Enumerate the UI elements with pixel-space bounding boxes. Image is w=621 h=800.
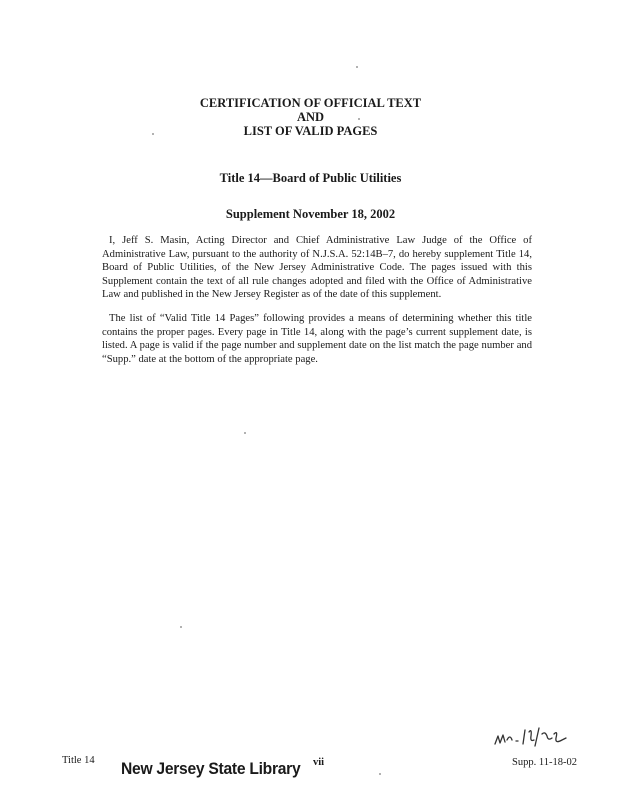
scan-speck — [180, 626, 182, 628]
handwritten-signature — [492, 722, 582, 761]
page-number: vii — [313, 757, 325, 768]
certification-paragraph: I, Jeff S. Masin, Acting Director and Chief Administrative Law Judge of the Office of Administrative Law, pursuant to the authority of N.J.S.A. 52:14B–7, do hereby supplement Title 14, Board of Public Utilities, of the New Jersey Administrative Code. The pages issued with this Supplement contain the text of all rule changes adopted and filed with the Office of Administrative Law and published in the New Jersey Register as of the date of this supplement. — [102, 235, 532, 301]
scan-speck — [379, 773, 381, 775]
scan-speck — [244, 432, 246, 434]
heading-and: AND — [296, 110, 325, 124]
scan-speck — [152, 133, 154, 135]
footer-title: Title 14 — [62, 755, 95, 766]
valid-pages-heading: LIST OF VALID PAGES — [243, 124, 378, 138]
library-stamp: New Jersey State Library — [121, 759, 301, 778]
certification-heading: CERTIFICATION OF OFFICIAL TEXT — [199, 96, 422, 110]
supplement-footer: Supp. 11-18-02 — [512, 757, 577, 768]
scan-speck — [356, 66, 358, 68]
supplement-date: Supplement November 18, 2002 — [225, 207, 396, 221]
title-heading: Title 14—Board of Public Utilities — [219, 171, 402, 185]
valid-pages-paragraph: The list of “Valid Title 14 Pages” following provides a means of determining whether this title contains the proper pages. Every page in Title 14, along with the page’s current supplement date, is listed. A page is valid if the page number and supplement date on the list match the page number and “Supp.” date at the bottom of the appropriate page. — [102, 313, 532, 365]
scan-speck — [358, 118, 360, 120]
